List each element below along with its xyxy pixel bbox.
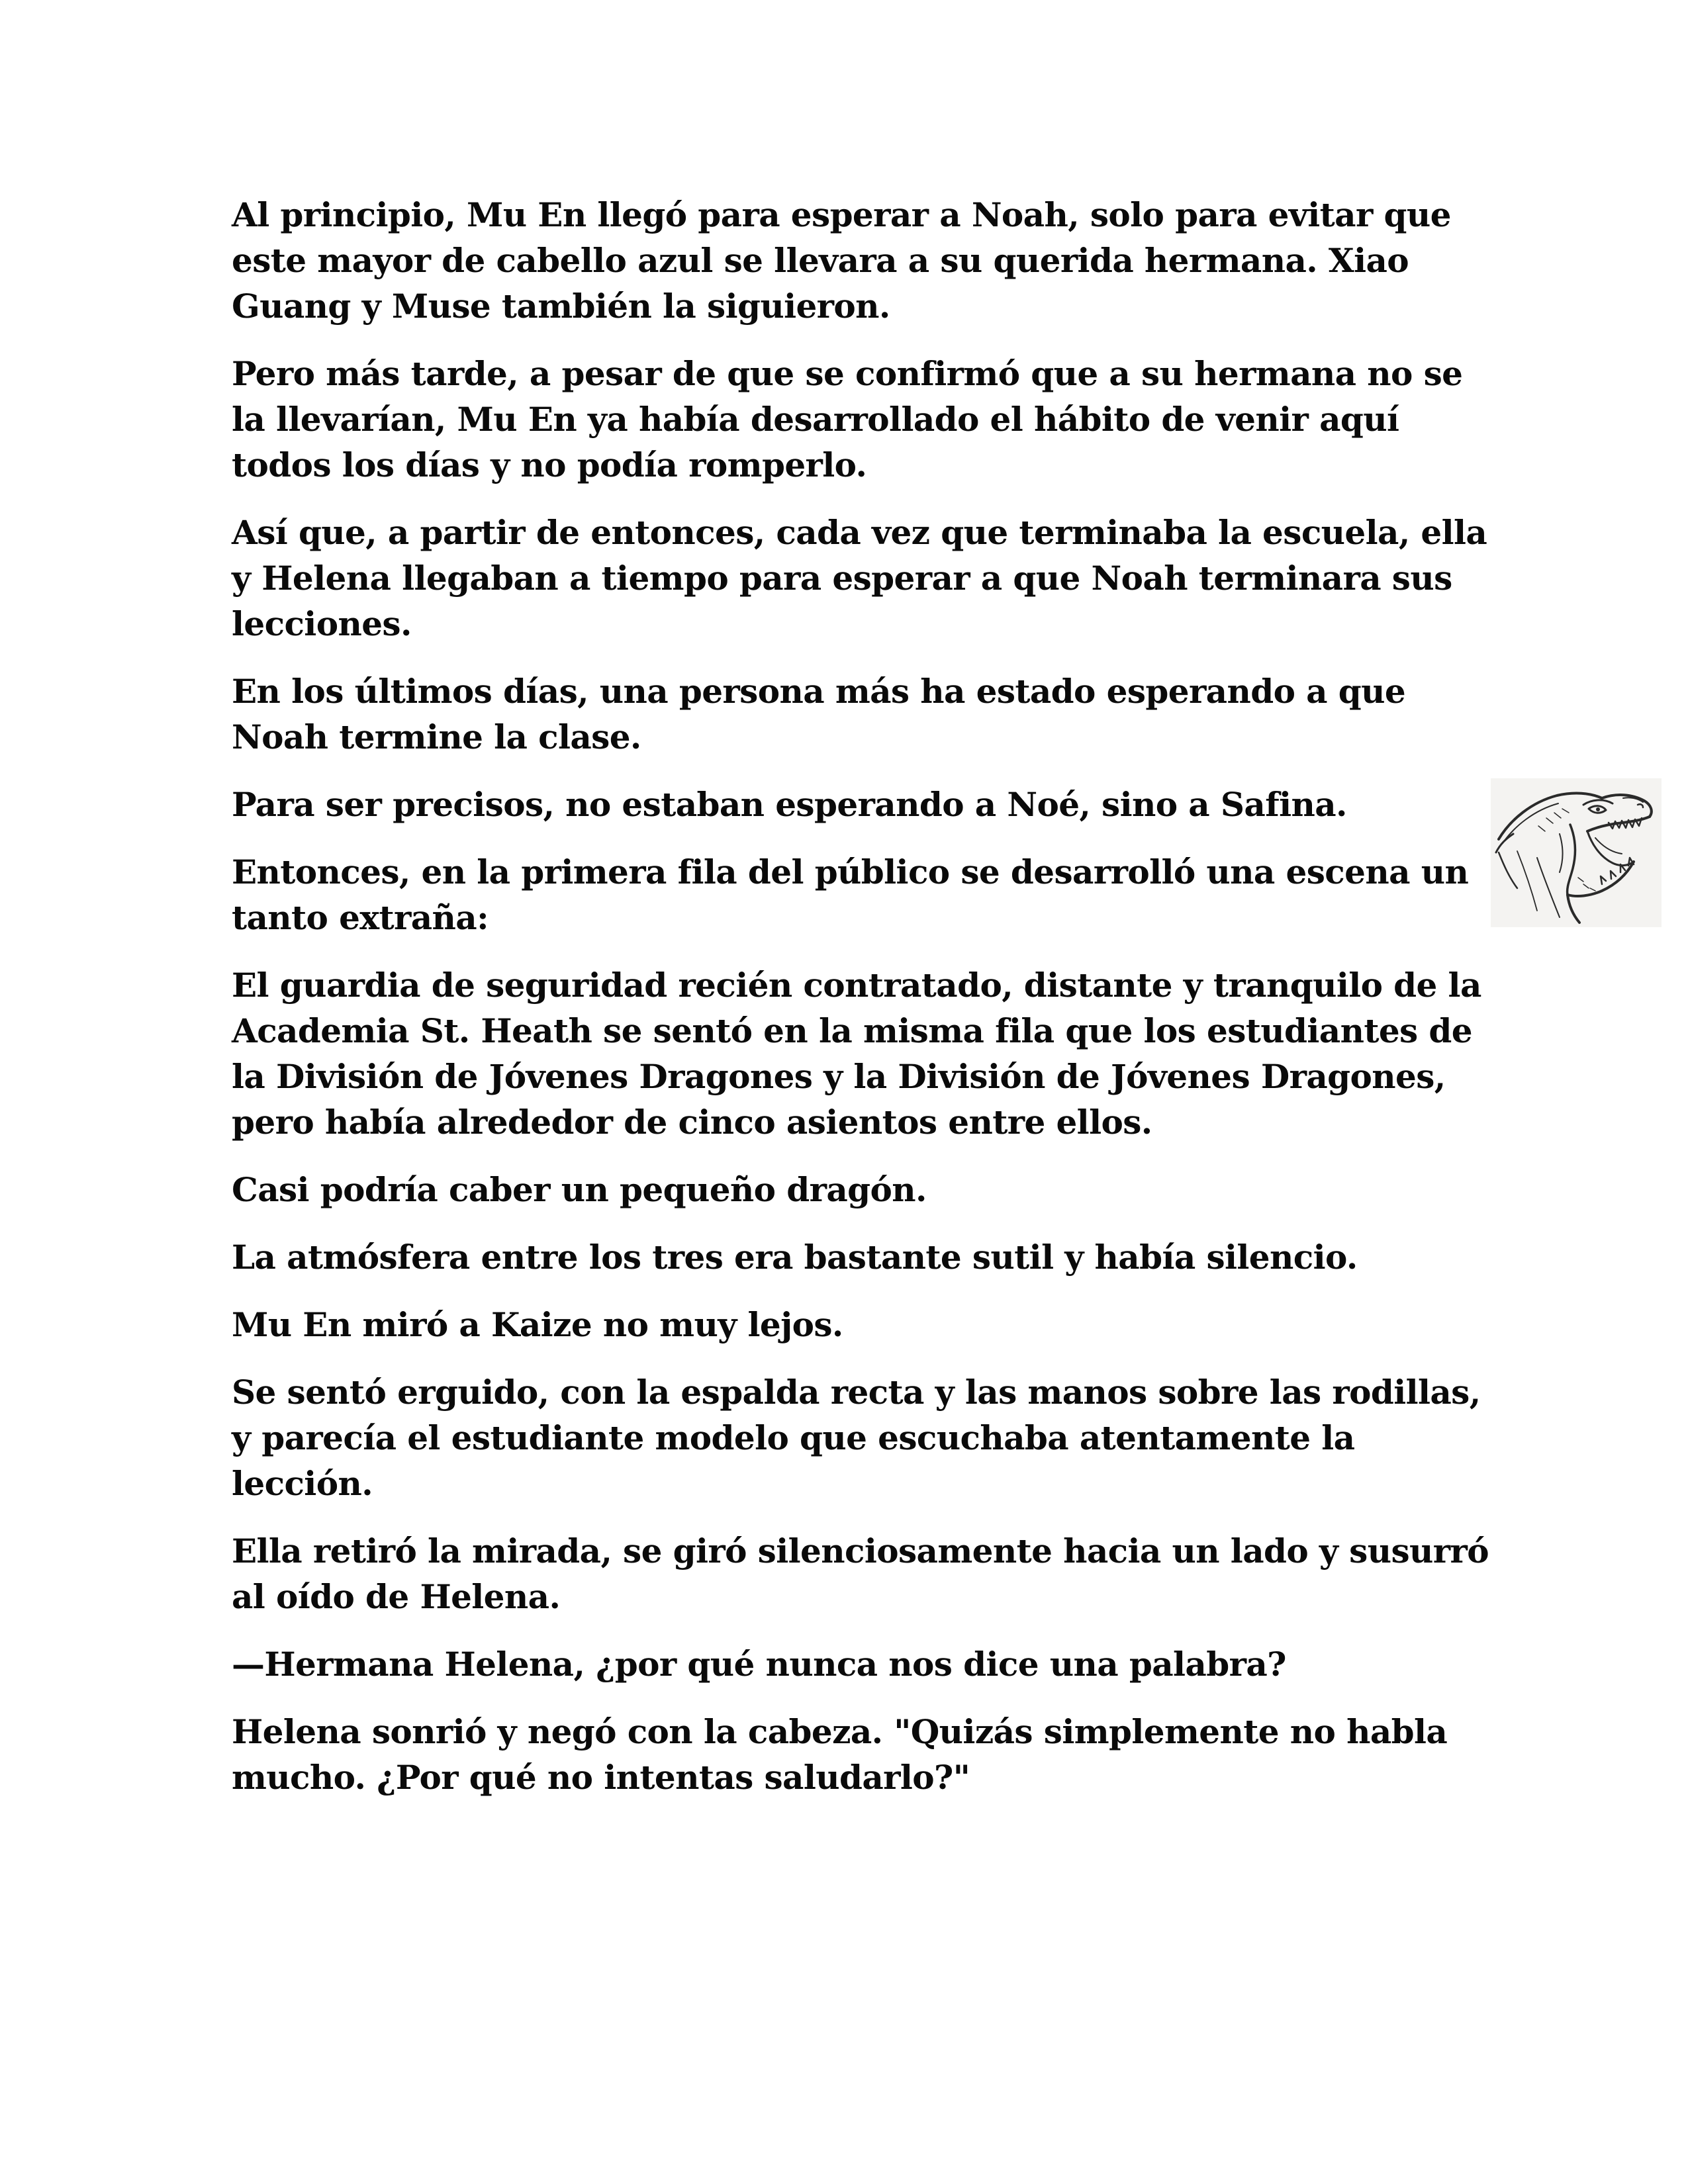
paragraph: Al principio, Mu En llegó para esperar a Noah, solo para evitar que este mayor de cabello azul se llevara a su querida hermana. Xiao Guang y Muse también la siguieron.	[232, 195, 1451, 326]
paragraph: Ella retiró la mirada, se giró silenciosamente hacia un lado y susurró al oído de Helena.	[232, 1531, 1489, 1616]
paragraph: Entonces, en la primera fila del público se desarrolló una escena un tanto extraña:	[232, 852, 1469, 937]
paragraph: Mu En miró a Kaize no muy lejos.	[232, 1305, 843, 1344]
paragraph: El guardia de seguridad recién contratado, distante y tranquilo de la Academia St. Heath se sentó en la misma fila que los estudiantes de la División de Jóvenes Dragones y la División de Jóvenes Dragones, pero había alrededor de cinco asientos entre ellos.	[232, 966, 1481, 1142]
paragraph: Pero más tarde, a pesar de que se confirmó que a su hermana no se la llevarían, Mu En ya había desarrollado el hábito de venir aquí todos los días y no podía romperlo.	[232, 354, 1463, 484]
dinosaur-head-sketch-icon	[1491, 778, 1662, 927]
paragraph: —Hermana Helena, ¿por qué nunca nos dice una palabra?	[232, 1645, 1286, 1684]
paragraph: Helena sonrió y negó con la cabeza. "Quizás simplemente no habla mucho. ¿Por qué no intentas saludarlo?"	[232, 1712, 1448, 1797]
body-text	[232, 192, 1489, 1822]
paragraph: Para ser precisos, no estaban esperando a Noé, sino a Safina.	[232, 785, 1347, 824]
paragraph: La atmósfera entre los tres era bastante sutil y había silencio.	[232, 1238, 1358, 1277]
paragraph: Se sentó erguido, con la espalda recta y las manos sobre las rodillas, y parecía el estudiante modelo que escuchaba atentamente la lección.	[232, 1373, 1481, 1503]
paragraph: Casi podría caber un pequeño dragón.	[232, 1170, 927, 1209]
paragraph: En los últimos días, una persona más ha estado esperando a que Noah termine la clase.	[232, 672, 1406, 756]
paragraph: Así que, a partir de entonces, cada vez que terminaba la escuela, ella y Helena llegaban a tiempo para esperar a que Noah terminara sus lecciones.	[232, 513, 1487, 643]
